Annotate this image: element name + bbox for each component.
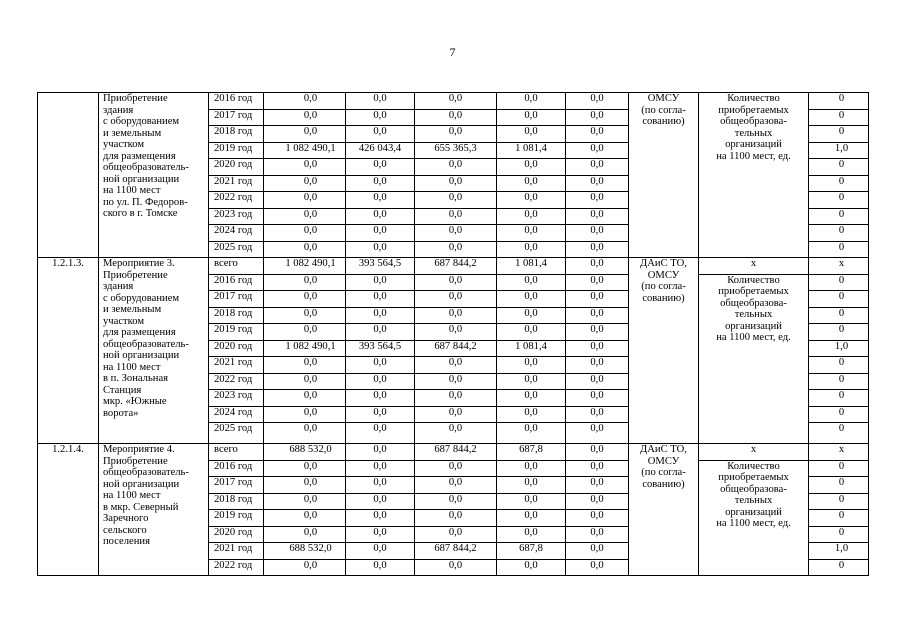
value-cell: 0,0 [566,126,629,143]
indicator-value: 1,0 [809,543,869,560]
value-cell: 0,0 [346,510,415,527]
value-cell: 0,0 [346,423,415,444]
value-cell: 0,0 [497,390,566,407]
value-cell: 0,0 [415,93,497,110]
value-cell: 0,0 [415,406,497,423]
indicator-value: 0 [809,493,869,510]
total-cell: 0,0 [264,406,346,423]
year-cell: 2024 год [209,225,264,242]
value-cell: 0,0 [566,423,629,444]
table-body [38,93,869,576]
year-cell: 2025 год [209,241,264,258]
value-cell: 0,0 [566,543,629,560]
item-code [38,93,99,258]
value-cell: 0,0 [415,192,497,209]
value-cell: 0,0 [497,159,566,176]
page-number: 7 [449,45,456,59]
year-cell: 2018 год [209,307,264,324]
year-cell: 2023 год [209,208,264,225]
year-cell: 2019 год [209,142,264,159]
indicator-value: 0 [809,307,869,324]
value-cell: 1 081,4 [497,142,566,159]
value-cell: 0,0 [497,307,566,324]
total-cell: 0,0 [264,477,346,494]
value-cell: 0,0 [346,225,415,242]
value-cell: 0,0 [497,406,566,423]
indicator-cell: Количество приобретаемых общеобразова- тельных организаций на 1100 мест, ед. [699,93,809,258]
total-cell: 0,0 [264,109,346,126]
value-cell: 0,0 [566,93,629,110]
item-name: Приобретение здания с оборудованием и земельным участком для размещения общеобразователь- ной организации на 1100 мест по ул. П. Федоров- ского в г. Томске [99,93,209,258]
value-cell: 0,0 [566,477,629,494]
value-cell: 0,0 [566,241,629,258]
value-cell: 0,0 [415,390,497,407]
total-cell: 0,0 [264,192,346,209]
value-cell: 0,0 [497,225,566,242]
value-cell: 393 564,5 [346,258,415,275]
value-cell: 0,0 [415,241,497,258]
value-cell: 0,0 [415,460,497,477]
value-cell: 0,0 [346,526,415,543]
value-cell: 0,0 [415,109,497,126]
value-cell: 0,0 [415,324,497,341]
table-row [38,258,869,275]
indicator-cell: х [699,444,809,461]
value-cell: 0,0 [346,159,415,176]
indicator-value: 0 [809,291,869,308]
item-code: 1.2.1.3. [38,258,99,444]
indicator-value: 0 [809,559,869,576]
indicator-value: 0 [809,159,869,176]
year-cell: 2020 год [209,159,264,176]
value-cell: 0,0 [497,559,566,576]
indicator-value: 0 [809,406,869,423]
total-cell: 0,0 [264,460,346,477]
value-cell: 393 564,5 [346,340,415,357]
value-cell: 0,0 [415,477,497,494]
indicator-value: 0 [809,208,869,225]
total-cell: 0,0 [264,126,346,143]
year-cell: 2021 год [209,175,264,192]
executor-cell: ОМСУ (по согла- сованию) [629,93,699,258]
value-cell: 0,0 [346,460,415,477]
value-cell: 0,0 [415,208,497,225]
value-cell: 0,0 [566,444,629,461]
value-cell: 0,0 [346,357,415,374]
value-cell: 0,0 [566,159,629,176]
year-cell: 2017 год [209,109,264,126]
value-cell: 1 081,4 [497,258,566,275]
value-cell: 0,0 [566,460,629,477]
value-cell: 0,0 [346,559,415,576]
year-cell: 2018 год [209,493,264,510]
year-cell: всего [209,444,264,461]
total-cell: 0,0 [264,225,346,242]
total-cell: 1 082 490,1 [264,142,346,159]
total-cell: 0,0 [264,423,346,444]
value-cell: 0,0 [415,526,497,543]
value-cell: 0,0 [415,291,497,308]
indicator-value: 0 [809,241,869,258]
total-cell: 0,0 [264,175,346,192]
indicator-value: 0 [809,109,869,126]
year-cell: 2022 год [209,559,264,576]
total-cell: 0,0 [264,291,346,308]
indicator-cell: х [699,258,809,275]
indicator-value: х [809,258,869,275]
value-cell: 0,0 [346,406,415,423]
value-cell: 0,0 [566,109,629,126]
total-cell: 0,0 [264,510,346,527]
indicator-value: 0 [809,126,869,143]
year-cell: всего [209,258,264,275]
value-cell: 0,0 [415,175,497,192]
value-cell: 687 844,2 [415,258,497,275]
item-name: Мероприятие 3. Приобретение здания с оборудованием и земельным участком для размещения общеобразователь- ной организации на 1100 мест в п. Зональная Станция мкр. «Южные ворота» [99,258,209,444]
value-cell: 0,0 [497,274,566,291]
value-cell: 0,0 [415,274,497,291]
value-cell: 0,0 [566,291,629,308]
year-cell: 2018 год [209,126,264,143]
value-cell: 0,0 [566,340,629,357]
indicator-value: 0 [809,175,869,192]
indicator-value: 0 [809,93,869,110]
value-cell: 0,0 [346,192,415,209]
value-cell: 1 081,4 [497,340,566,357]
value-cell: 0,0 [497,109,566,126]
year-cell: 2021 год [209,357,264,374]
value-cell: 687,8 [497,543,566,560]
total-cell: 0,0 [264,559,346,576]
value-cell: 0,0 [346,307,415,324]
year-cell: 2019 год [209,324,264,341]
value-cell: 0,0 [346,477,415,494]
value-cell: 0,0 [415,225,497,242]
value-cell: 0,0 [346,291,415,308]
total-cell: 0,0 [264,208,346,225]
value-cell: 0,0 [346,208,415,225]
table-row [38,444,869,461]
value-cell: 0,0 [497,208,566,225]
value-cell: 426 043,4 [346,142,415,159]
value-cell: 0,0 [497,477,566,494]
indicator-value: 0 [809,423,869,444]
indicator-value: х [809,444,869,461]
total-cell: 0,0 [264,390,346,407]
value-cell: 0,0 [415,493,497,510]
indicator-value: 0 [809,477,869,494]
total-cell: 688 532,0 [264,543,346,560]
year-cell: 2023 год [209,390,264,407]
value-cell: 0,0 [566,406,629,423]
year-cell: 2016 год [209,460,264,477]
value-cell: 687 844,2 [415,340,497,357]
indicator-value: 0 [809,192,869,209]
year-cell: 2016 год [209,274,264,291]
year-cell: 2025 год [209,423,264,444]
value-cell: 0,0 [566,324,629,341]
value-cell: 0,0 [497,373,566,390]
value-cell: 0,0 [346,126,415,143]
value-cell: 0,0 [566,225,629,242]
value-cell: 0,0 [415,159,497,176]
value-cell: 0,0 [497,192,566,209]
executor-cell: ДАиС ТО, ОМСУ (по согла- сованию) [629,258,699,444]
value-cell: 0,0 [497,241,566,258]
value-cell: 0,0 [566,208,629,225]
value-cell: 0,0 [346,444,415,461]
year-cell: 2020 год [209,340,264,357]
value-cell: 0,0 [346,109,415,126]
item-code: 1.2.1.4. [38,444,99,576]
value-cell: 0,0 [415,307,497,324]
total-cell: 0,0 [264,159,346,176]
total-cell: 0,0 [264,274,346,291]
value-cell: 0,0 [346,390,415,407]
value-cell: 655 365,3 [415,142,497,159]
value-cell: 0,0 [346,93,415,110]
total-cell: 1 082 490,1 [264,340,346,357]
value-cell: 0,0 [346,324,415,341]
executor-cell: ДАиС ТО, ОМСУ (по согла- сованию) [629,444,699,576]
value-cell: 0,0 [497,291,566,308]
value-cell: 0,0 [566,175,629,192]
value-cell: 0,0 [566,559,629,576]
year-cell: 2016 год [209,93,264,110]
year-cell: 2021 год [209,543,264,560]
value-cell: 0,0 [497,510,566,527]
indicator-value: 0 [809,460,869,477]
value-cell: 0,0 [566,390,629,407]
value-cell: 687 844,2 [415,543,497,560]
value-cell: 0,0 [497,93,566,110]
value-cell: 0,0 [497,126,566,143]
total-cell: 0,0 [264,307,346,324]
indicator-value: 0 [809,274,869,291]
value-cell: 0,0 [346,274,415,291]
value-cell: 0,0 [497,357,566,374]
total-cell: 0,0 [264,93,346,110]
value-cell: 0,0 [497,526,566,543]
total-cell: 0,0 [264,357,346,374]
value-cell: 0,0 [566,307,629,324]
table-row [38,93,869,110]
year-cell: 2022 год [209,192,264,209]
value-cell: 0,0 [566,493,629,510]
indicator-cell: Количество приобретаемых общеобразова- тельных организаций на 1100 мест, ед. [699,274,809,444]
year-cell: 2017 год [209,477,264,494]
indicator-value: 0 [809,324,869,341]
total-cell: 688 532,0 [264,444,346,461]
value-cell: 0,0 [566,274,629,291]
value-cell: 0,0 [566,526,629,543]
indicator-value: 0 [809,526,869,543]
year-cell: 2020 год [209,526,264,543]
indicator-value: 0 [809,357,869,374]
total-cell: 0,0 [264,373,346,390]
value-cell: 0,0 [346,543,415,560]
indicator-value: 1,0 [809,340,869,357]
indicator-value: 1,0 [809,142,869,159]
value-cell: 0,0 [346,175,415,192]
value-cell: 0,0 [415,357,497,374]
total-cell: 0,0 [264,526,346,543]
value-cell: 0,0 [497,423,566,444]
indicator-cell: Количество приобретаемых общеобразова- тельных организаций на 1100 мест, ед. [699,460,809,576]
value-cell: 687,8 [497,444,566,461]
value-cell: 0,0 [346,241,415,258]
value-cell: 0,0 [415,559,497,576]
value-cell: 0,0 [497,493,566,510]
total-cell: 0,0 [264,241,346,258]
total-cell: 1 082 490,1 [264,258,346,275]
value-cell: 0,0 [497,175,566,192]
total-cell: 0,0 [264,493,346,510]
year-cell: 2017 год [209,291,264,308]
year-cell: 2019 год [209,510,264,527]
value-cell: 0,0 [346,373,415,390]
value-cell: 0,0 [566,142,629,159]
value-cell: 0,0 [497,460,566,477]
year-cell: 2022 год [209,373,264,390]
value-cell: 0,0 [415,423,497,444]
value-cell: 0,0 [566,357,629,374]
value-cell: 0,0 [566,510,629,527]
program-table [37,92,869,576]
value-cell: 0,0 [415,373,497,390]
value-cell: 0,0 [497,324,566,341]
indicator-value: 0 [809,390,869,407]
total-cell: 0,0 [264,324,346,341]
value-cell: 0,0 [415,510,497,527]
indicator-value: 0 [809,225,869,242]
value-cell: 0,0 [566,258,629,275]
value-cell: 687 844,2 [415,444,497,461]
value-cell: 0,0 [346,493,415,510]
value-cell: 0,0 [566,373,629,390]
indicator-value: 0 [809,510,869,527]
year-cell: 2024 год [209,406,264,423]
value-cell: 0,0 [415,126,497,143]
value-cell: 0,0 [566,192,629,209]
item-name: Мероприятие 4. Приобретение общеобразователь- ной организации на 1100 мест в мкр. Северный Заречного сельского поселения [99,444,209,576]
indicator-value: 0 [809,373,869,390]
